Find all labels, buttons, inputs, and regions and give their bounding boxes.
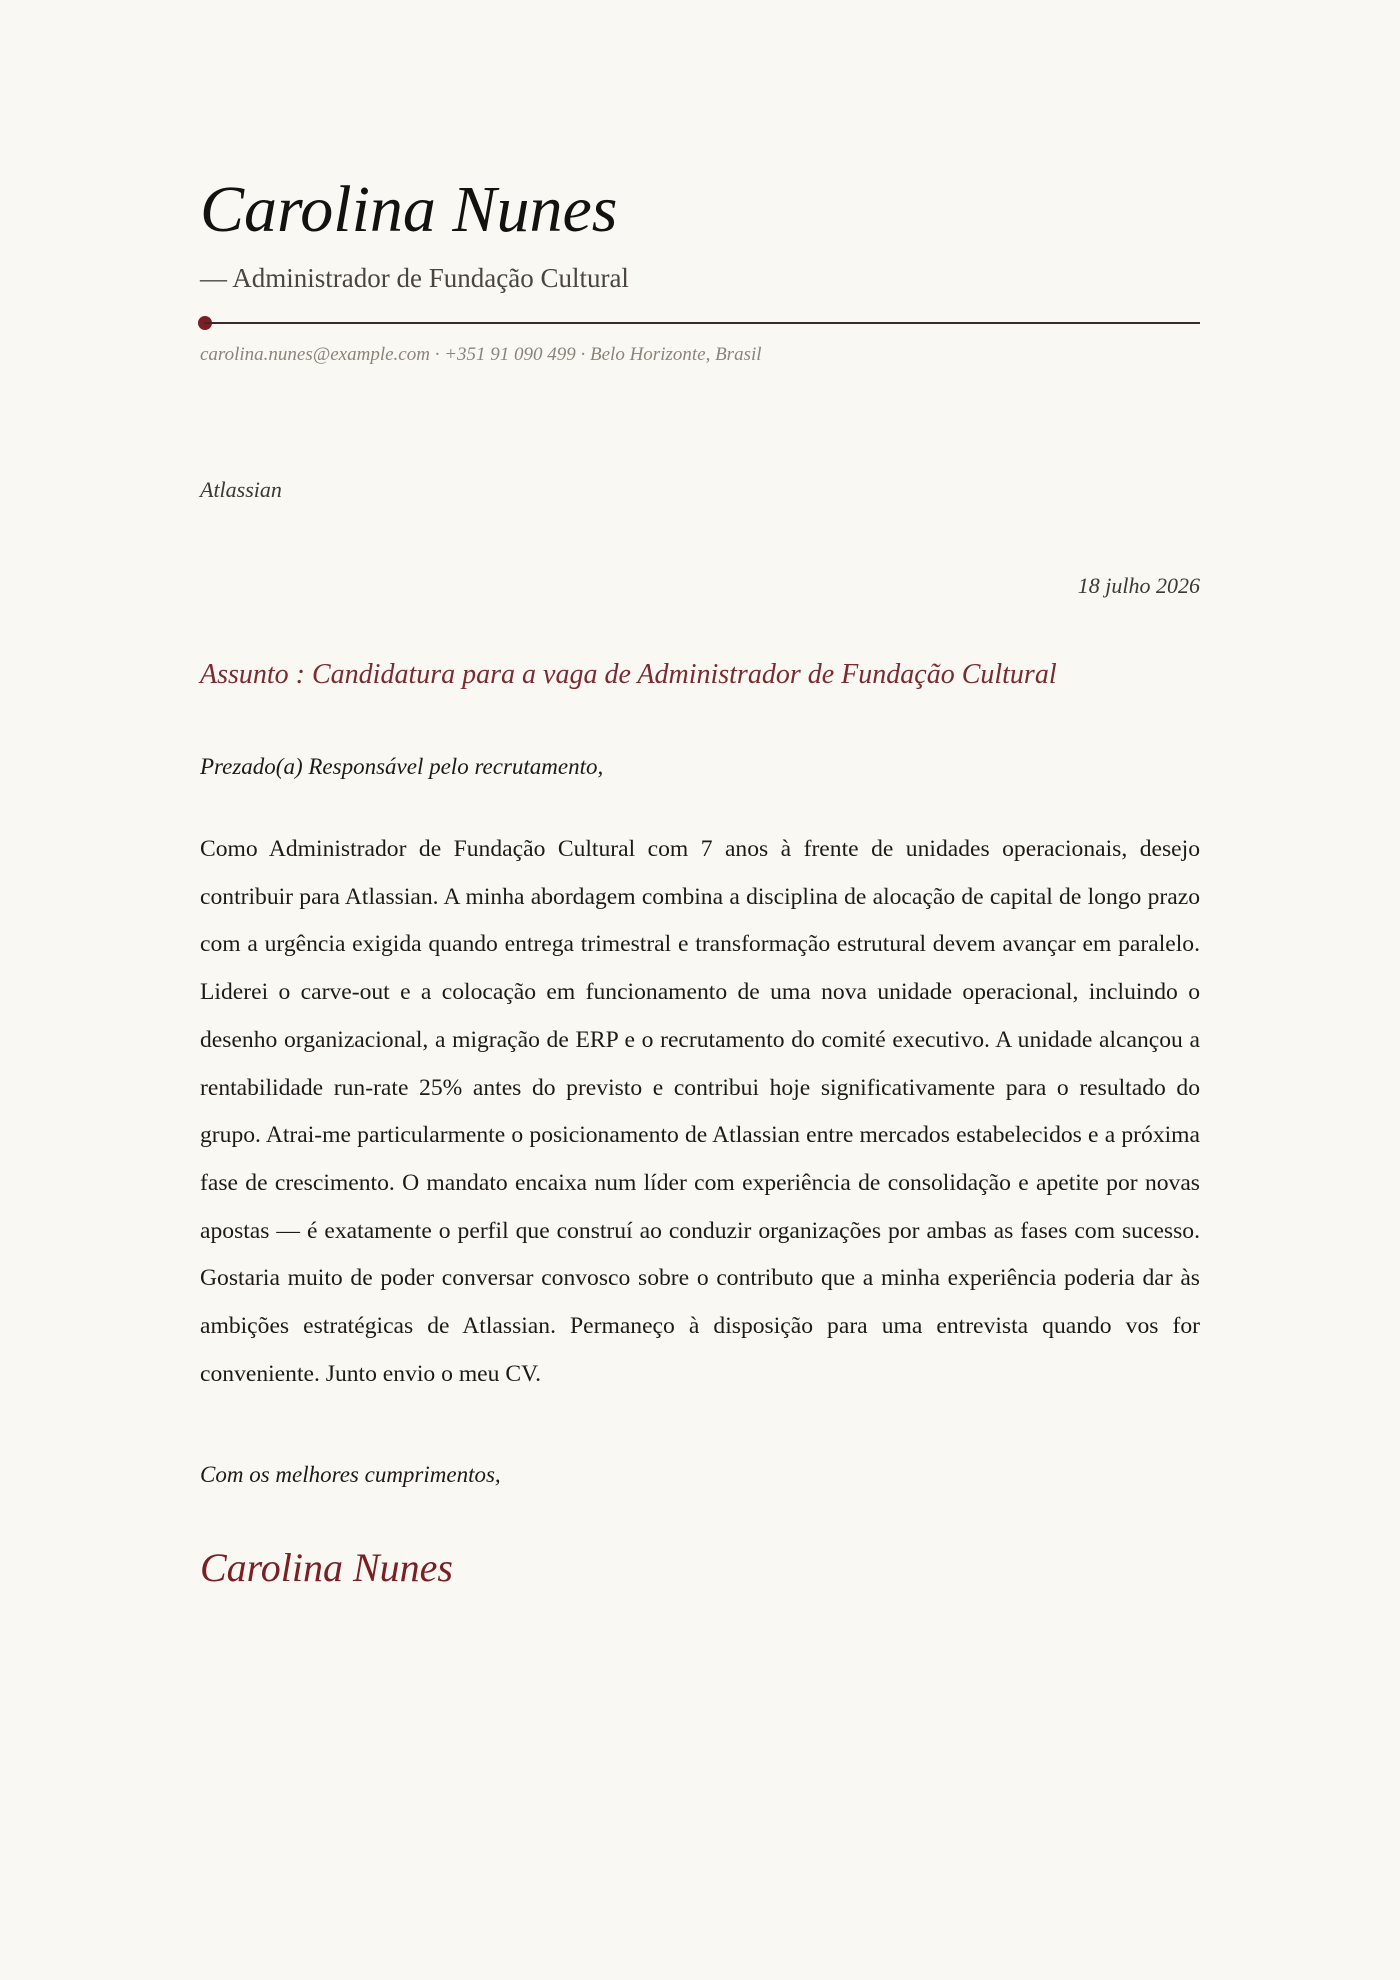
header-divider (204, 322, 1200, 324)
letter-date: 18 julho 2026 (1077, 573, 1200, 598)
applicant-role: — Administrador de Fundação Cultural (200, 263, 629, 293)
letter-subject: Assunto : Candidatura para a vaga de Administrador de Fundação Cultural (200, 659, 1057, 690)
salutation: Prezado(a) Responsável pelo recrutamento, (200, 754, 604, 779)
cover-letter-page (200, 0, 1200, 1980)
applicant-name: Carolina Nunes (200, 173, 618, 246)
closing: Com os melhores cumprimentos, (200, 1462, 501, 1487)
contact-line: carolina.nunes@example.com · +351 91 090 499 · Belo Horizonte, Brasil (200, 344, 762, 365)
signature: Carolina Nunes (200, 1545, 453, 1590)
letter-body: Como Administrador de Fundação Cultural com 7 anos à frente de unidades operacionais, desejo contribuir para Atlassian. A minha abordagem combina a disciplina de alocação de capital de longo prazo com a urgência exigida quando entrega trimestral e transformação estrutural devem avançar em paralelo. Liderei o carve-out e a colocação em funcionamento de uma nova unidade operacional, incluindo o desenho organizacional, a migração de ERP e o recrutamento do comité executivo. A unidade alcançou a rentabilidade run-rate 25% antes do previsto e contribui hoje significativamente para o resultado do grupo. Atrai-me particularmente o posicionamento de Atlassian entre mercados estabelecidos e a próxima fase de crescimento. O mandato encaixa num líder com experiência de consolidação e apetite por novas apostas — é exatamente o perfil que construí ao conduzir organizações por ambas as fases com sucesso. Gostaria muito de poder conversar convosco sobre o contributo que a minha experiência poderia dar às ambições estratégicas de Atlassian. Permaneço à disposição para uma entrevista quando vos for conveniente. Junto envio o meu CV. (200, 836, 1200, 1387)
recipient-company: Atlassian (200, 477, 282, 502)
